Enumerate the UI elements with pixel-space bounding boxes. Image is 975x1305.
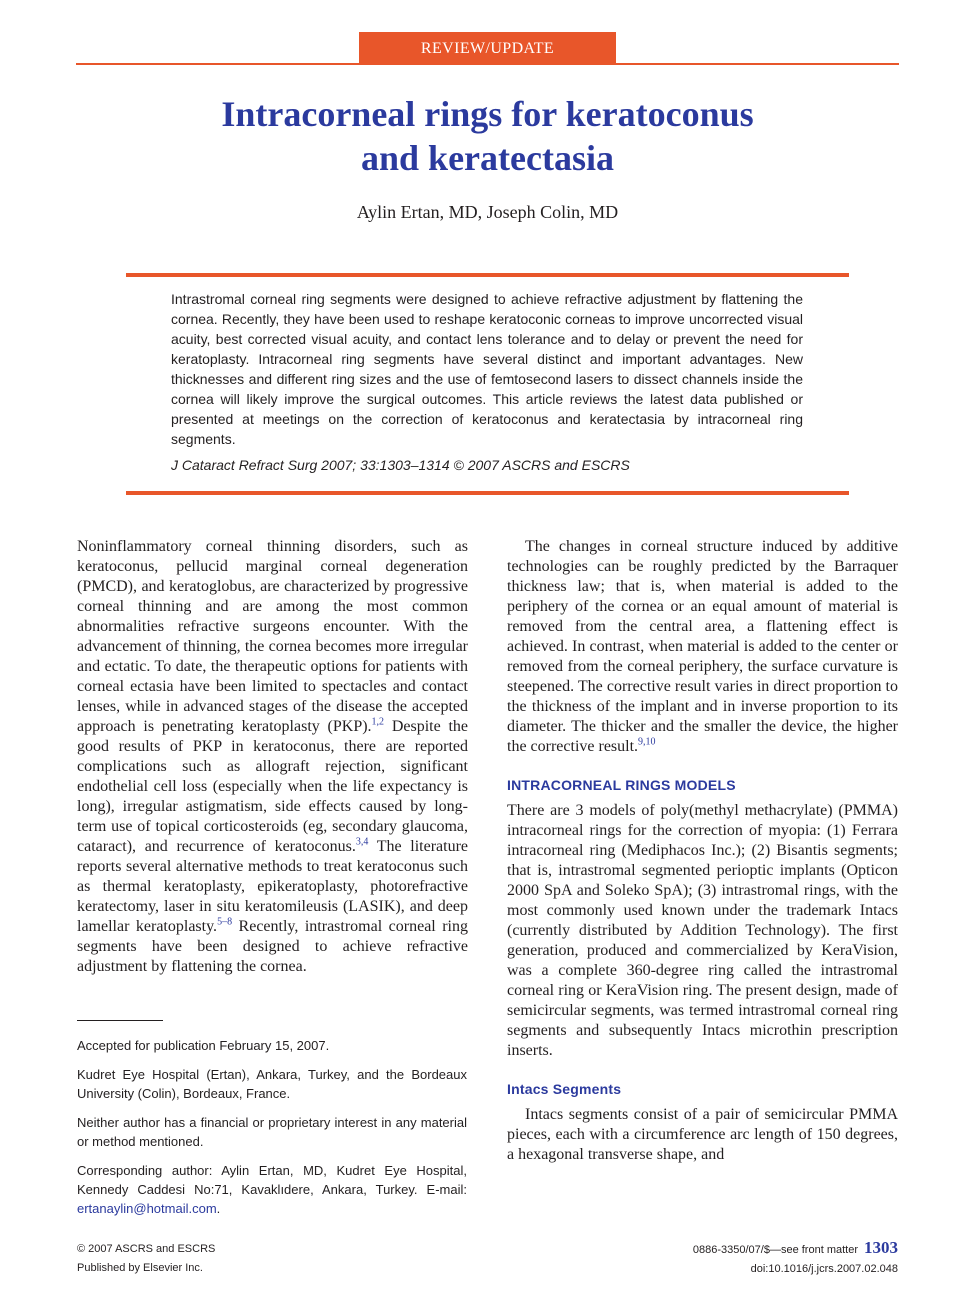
- intro-text-2: Despite the good results of PKP in keratoconus, there are reported complications such as allograft rejection, significant endothelial cell loss (especially when the life expectancy is long), irregular astigmatism, side effects caused by long-term use of topical corticosteroids (eg, secondary glaucoma, cataract), and recurrence of keratoconus.: [77, 718, 468, 855]
- footnote-disclosure: Neither author has a financial or proprietary interest in any material or method mentioned.: [77, 1115, 467, 1149]
- title-line-2: and keratectasia: [361, 138, 614, 178]
- ref-link[interactable]: 1,2: [371, 716, 385, 728]
- footnote-corresponding: [77, 1161, 467, 1218]
- email-link[interactable]: ertanaylin@hotmail.com: [77, 1201, 217, 1216]
- paragraph-rings-models: There are 3 models of poly(methyl methacrylate) (PMMA) intracorneal rings for the correction of myopia: (1) Ferrara intracorneal ring (Mediphacos Inc.); (2) Bisantis segments; that is, intrastromal segmented perioptic implants (Opticon 2000 SpA and Soleko SpA); (3) intrastromal rings, with the most commonly used known under the trademark Intacs (currently distributed by Addition Technology). The first generation, produced and commercialized by KeraVision, was a complete 360-degree ring called the intrastromal corneal ring or KeraVision ring. The present design, made of semicircular segments, was termed intrastromal corneal ring segments and subsequently Intacs microthin prescription inserts.: [507, 802, 898, 1059]
- intro-text-4: Recently, intrastromal corneal ring segments have been designed to achieve refractive adjustment by flattening the cornea.: [77, 918, 468, 975]
- ref-link[interactable]: 3,4: [355, 836, 369, 848]
- footnote-accepted: Accepted for publication February 15, 2007.: [77, 1038, 330, 1053]
- intro-text-1: Noninflammatory corneal thinning disorders, such as keratoconus, pellucid marginal corneal degeneration (PMCD), and keratoglobus, are characterized by progressive corneal thinning and are among the most common abnormalities refractive surgeons encounter. With the advancement of thinning, the cornea becomes more irregular and ectatic. To date, the therapeutic options for patients with corneal ectasia have been limited to spectacles and contact lenses, while in advanced stages of the disease the accepted approach is penetrating keratoplasty (PKP).: [77, 538, 468, 735]
- footnotes: [77, 1036, 467, 1228]
- footer-issn: 0886-3350/07/$—see front matter: [692, 1244, 858, 1256]
- ref-link[interactable]: 5–8: [217, 916, 233, 928]
- page-number: 1303: [864, 1238, 898, 1257]
- abstract: Intrastromal corneal ring segments were designed to achieve refractive adjustment by flattening the cornea. Recently, they have been used to reshape keratoconic corneas to improve uncorrected visual acuity, best corrected visual acuity, and contact lens tolerance and to delay or prevent the need for keratoplasty. Intracorneal ring segments have several distinct and important advantages. New thicknesses and different ring sizes and the use of femtosecond lasers to dissect channels inside the cornea will likely improve the surgical outcomes. This article reviews the latest data published or presented at meetings on the correction of keratoconus and keratectasia by intracorneal ring segments.: [171, 291, 803, 447]
- footer-left: [77, 1240, 215, 1278]
- footer-right: [600, 1238, 898, 1279]
- section-heading-rings-models: INTRACORNEAL RINGS MODELS: [507, 777, 736, 793]
- intro-text-3: The literature reports several alternative methods to treat keratoconus such as thermal keratoplasty, epikeratoplasty, photorefractive keratectomy, laser in situ keratomileusis (LASIK), and deep lamellar keratoplasty.: [77, 838, 468, 935]
- footer-copyright: © 2007 ASCRS and ESCRS: [77, 1243, 216, 1255]
- section-heading-intacs: Intacs Segments: [507, 1081, 622, 1097]
- footer-publisher: Published by Elsevier Inc.: [77, 1262, 203, 1274]
- article-title: [76, 92, 899, 180]
- corresponding-text: Corresponding author: Aylin Ertan, MD, Kudret Eye Hospital, Kennedy Caddesi No:71, Kavaklıdere, Ankara, Turkey. E-mail:: [77, 1163, 467, 1197]
- authors: Aylin Ertan, MD, Joseph Colin, MD: [356, 202, 619, 222]
- paragraph-barraquer: [507, 537, 898, 757]
- abstract-rule-bottom: [126, 491, 849, 495]
- title-line-1: Intracorneal rings for keratoconus: [221, 94, 754, 134]
- email-end: .: [216, 1201, 221, 1216]
- footer-doi[interactable]: doi:10.1016/j.jcrs.2007.02.048: [750, 1263, 898, 1275]
- left-column: [77, 537, 468, 977]
- ref-link[interactable]: 9,10: [638, 736, 656, 748]
- section-tag: REVIEW/UPDATE: [359, 32, 616, 65]
- footnote-rule: [77, 1020, 163, 1021]
- footer-issn-line: [600, 1238, 898, 1260]
- para2-text: The changes in corneal structure induced by additive technologies can be roughly predicted by the Barraquer thickness law; that is, when material is added to the periphery of the cornea or an equal amount of material is removed from the central area, a flattening effect is achieved. In contrast, when material is added to the center or removed from the corneal periphery, the surface curvature is steepened. The corrective result varies in direct proportion to the thickness of the implant and in inverse proportion to its diameter. The thicker and the smaller the device, the higher the corrective result.: [507, 538, 898, 755]
- intro-paragraph: [77, 537, 468, 977]
- footnote-affiliation: Kudret Eye Hospital (Ertan), Ankara, Turkey, and the Bordeaux University (Colin), Bordeaux, France.: [77, 1067, 467, 1101]
- paragraph-intacs: Intacs segments consist of a pair of semicircular PMMA pieces, each with a circumference arc length of 150 degrees, a hexagonal transverse shape, and: [507, 1106, 898, 1163]
- right-column: [507, 537, 898, 1165]
- citation: J Cataract Refract Surg 2007; 33:1303–1314 © 2007 ASCRS and ESCRS: [171, 457, 630, 473]
- abstract-rule-top: [126, 273, 849, 277]
